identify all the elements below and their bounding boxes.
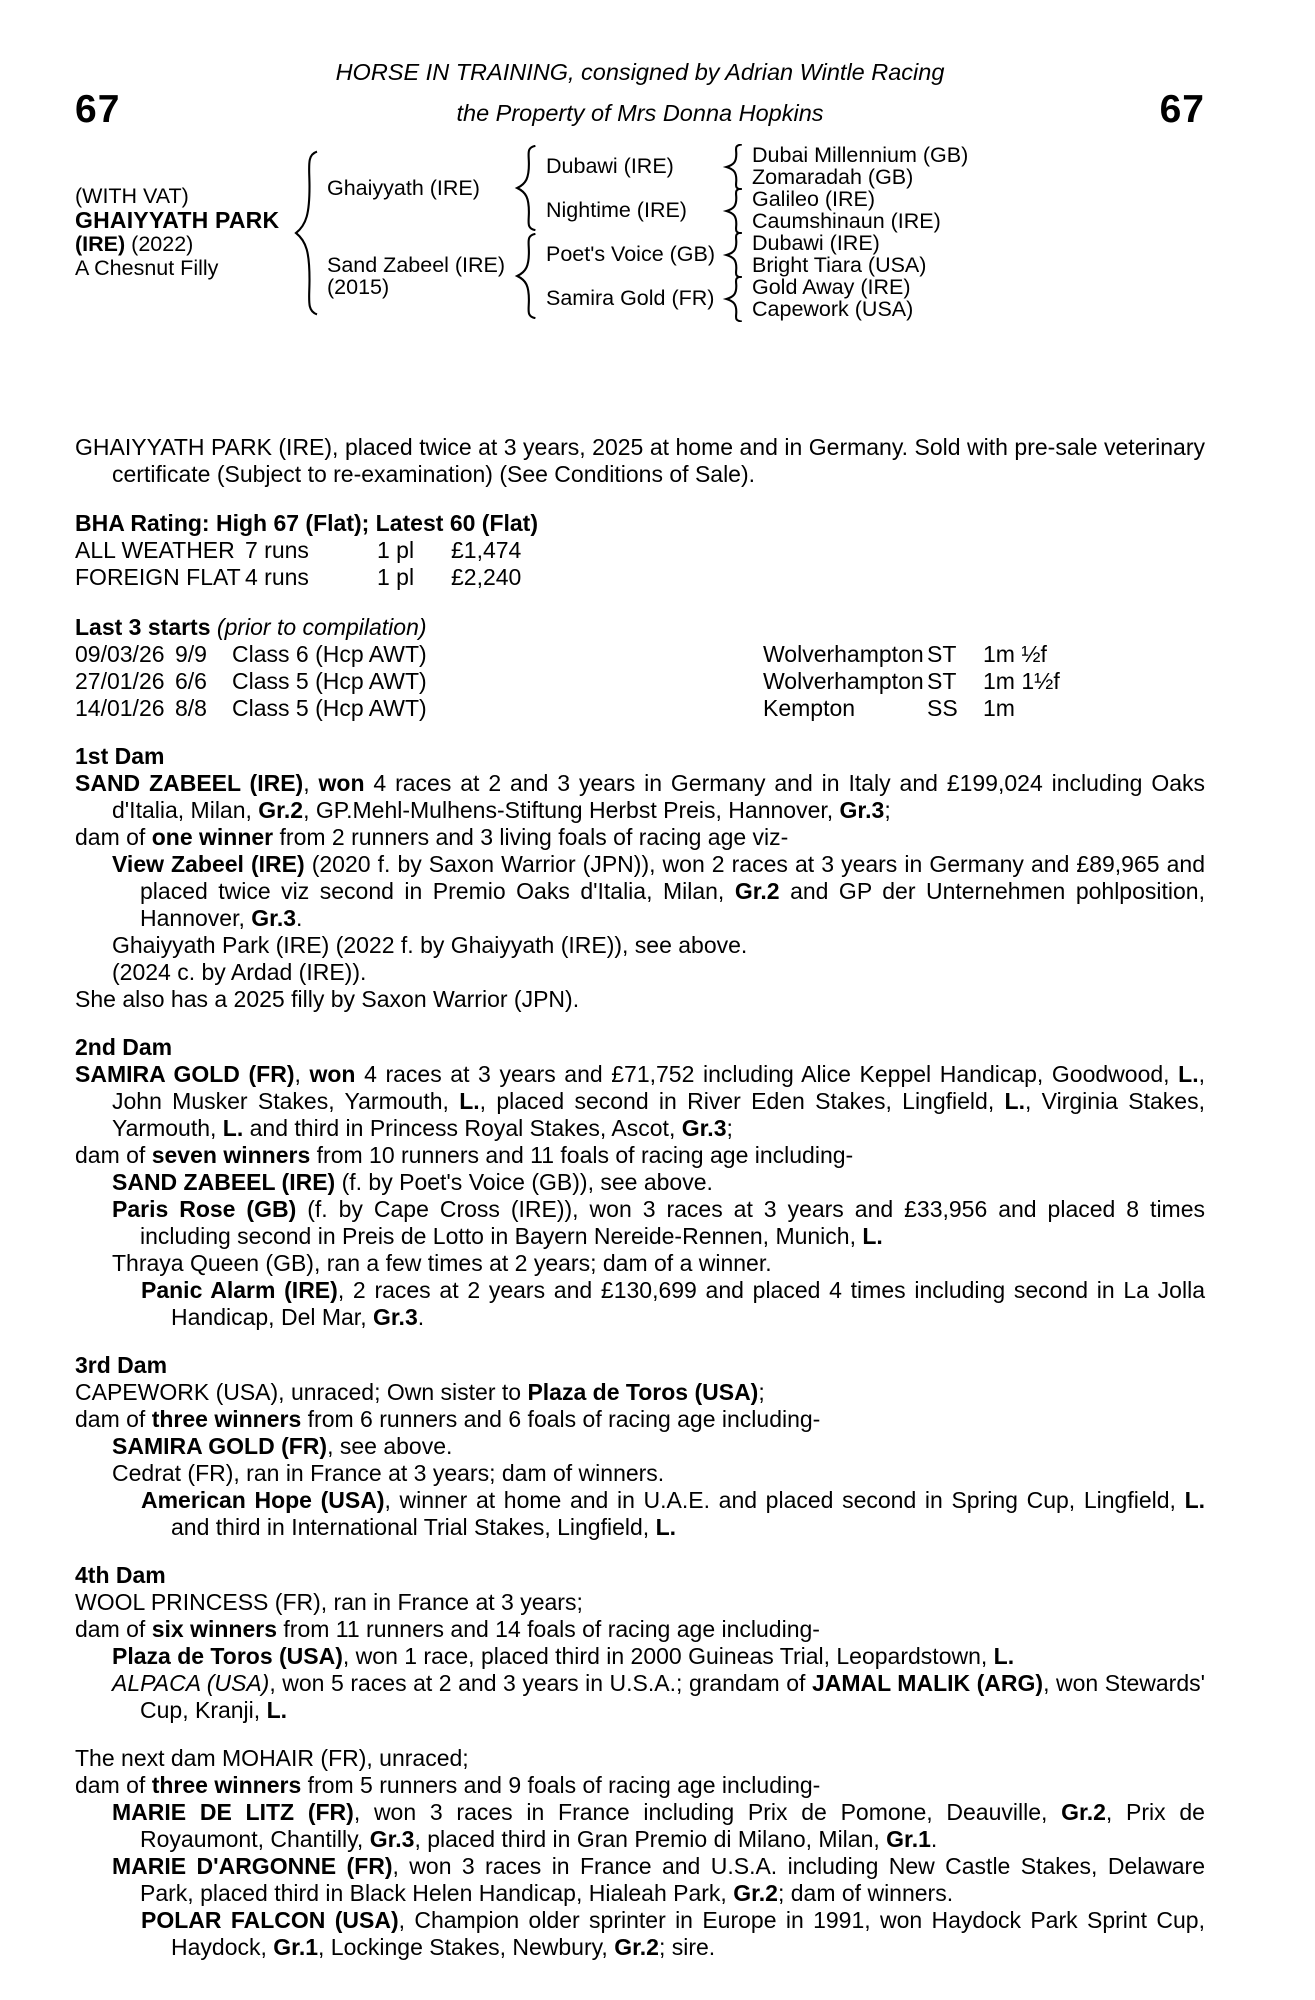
start-date: 27/01/26 bbox=[75, 668, 165, 694]
race-summary: GHAIYYATH PARK (IRE), placed twice at 3 years, 2025 at home and in Germany. Sold with pre-sale veterinary certificate (Subject to re-examination) (See Conditions of Sale). bbox=[75, 434, 1205, 487]
catalogue-paragraph: Cedrat (FR), ran in France at 3 years; dam of winners. bbox=[112, 1460, 665, 1486]
consignment-title: HORSE IN TRAINING, consigned by Adrian Wintle Racing bbox=[335, 59, 945, 85]
catalogue-paragraph: SAND ZABEEL (IRE) (f. by Poet's Voice (GB)), see above. bbox=[112, 1169, 713, 1195]
catalogue-paragraph: View Zabeel (IRE) (2020 f. by Saxon Warrior (JPN)), won 2 races at 3 years in Germany and £89,965 and placed twice viz second in Premio Oaks d'Italia, Milan, Gr.2 and GP der Unternehmen pohlposition, Hannover, Gr.3. bbox=[112, 851, 1205, 931]
pedigree-great-grandparent-name: Dubai Millennium (GB) bbox=[752, 143, 969, 167]
start-course: Wolverhampton bbox=[763, 641, 924, 667]
catalogue-paragraph: dam of six winners from 11 runners and 14 foals of racing age including- bbox=[75, 1616, 820, 1642]
start-going: ST bbox=[927, 668, 957, 694]
pedigree-brace-gg3 bbox=[722, 232, 744, 278]
start-row bbox=[75, 668, 1205, 695]
start-course: Wolverhampton bbox=[763, 668, 924, 694]
catalogue-paragraph: 2nd Dam bbox=[75, 1034, 173, 1060]
start-row bbox=[75, 695, 1205, 722]
horse-name: GHAIYYATH PARK bbox=[75, 207, 280, 233]
pedigree-sire: Ghaiyyath (IRE) bbox=[327, 176, 480, 200]
catalogue-paragraph: SAMIRA GOLD (FR), see above. bbox=[112, 1433, 453, 1459]
pedigree-great-grandparent-name: Galileo (IRE) bbox=[752, 187, 876, 211]
pedigree-grandparent-name: Samira Gold (FR) bbox=[546, 286, 715, 310]
bha-rating-table bbox=[75, 537, 1205, 591]
bha-rating-row bbox=[75, 564, 1205, 591]
bha-surface: ALL WEATHER bbox=[75, 537, 235, 563]
catalogue-paragraph: Panic Alarm (IRE), 2 races at 2 years and £130,699 and placed 4 times including second in La Jolla Handicap, Del Mar, Gr.3. bbox=[141, 1277, 1205, 1330]
header-row bbox=[75, 90, 1205, 130]
catalogue-page bbox=[75, 56, 1205, 1961]
lot-number-right: 67 bbox=[1159, 88, 1205, 131]
horse-description: A Chesnut Filly bbox=[75, 256, 219, 280]
bha-rating-heading: BHA Rating: High 67 (Flat); Latest 60 (Flat) bbox=[75, 510, 538, 536]
pedigree-brace-sire bbox=[512, 145, 538, 231]
start-going: SS bbox=[927, 695, 958, 721]
bha-runs: 4 runs bbox=[245, 564, 309, 590]
catalogue-paragraph: Paris Rose (GB) (f. by Cape Cross (IRE)), won 3 races at 3 years and £33,956 and placed 8 times including second in Preis de Lotto in Bayern Nereide-Rennen, Munich, L. bbox=[112, 1196, 1206, 1249]
start-course: Kempton bbox=[763, 695, 856, 721]
catalogue-paragraph: dam of one winner from 2 runners and 3 living foals of racing age viz- bbox=[75, 824, 789, 850]
pedigree-dam: Sand Zabeel (IRE) (2015) bbox=[327, 253, 506, 299]
pedigree-text-sections bbox=[75, 743, 1205, 1961]
lot-number-left: 67 bbox=[75, 88, 121, 131]
catalogue-paragraph: POLAR FALCON (USA), Champion older sprinter in Europe in 1991, won Haydock Park Sprint Cup, Haydock, Gr.1, Lockinge Stakes, Newbury, Gr.2; sire. bbox=[141, 1907, 1205, 1960]
catalogue-paragraph: Thraya Queen (GB), ran a few times at 2 years; dam of a winner. bbox=[112, 1250, 772, 1276]
start-distance: 1m 1½f bbox=[983, 668, 1060, 694]
catalogue-paragraph: SAMIRA GOLD (FR), won 4 races at 3 years and £71,752 including Alice Keppel Handicap, Goodwood, L., John Musker Stakes, Yarmouth, L., placed second in River Eden Stakes, Lingfield, L., Virginia Stakes, Yarmouth, L. and third in Princess Royal Stakes, Ascot, Gr.3; bbox=[75, 1061, 1205, 1141]
catalogue-paragraph: American Hope (USA), winner at home and in U.A.E. and placed second in Spring Cup, Lingfield, L. and third in International Trial Stakes, Lingfield, L. bbox=[141, 1487, 1206, 1540]
last-starts-heading: Last 3 starts (prior to compilation) bbox=[75, 614, 427, 640]
catalogue-paragraph: dam of seven winners from 10 runners and 11 foals of racing age including- bbox=[75, 1142, 854, 1168]
start-row bbox=[75, 641, 1205, 668]
catalogue-paragraph: 1st Dam bbox=[75, 743, 165, 769]
start-position: 6/6 bbox=[175, 668, 207, 694]
catalogue-paragraph: (2024 c. by Ardad (IRE)). bbox=[112, 959, 367, 985]
pedigree-grandparent-name: Poet's Voice (GB) bbox=[546, 242, 716, 266]
pedigree-table bbox=[75, 144, 1205, 322]
pedigree-great-grandparent-name: Capework (USA) bbox=[752, 297, 914, 321]
bha-rating-section bbox=[75, 510, 1205, 591]
start-date: 14/01/26 bbox=[75, 695, 165, 721]
catalogue-paragraph: WOOL PRINCESS (FR), ran in France at 3 years; bbox=[75, 1589, 583, 1615]
start-going: ST bbox=[927, 641, 957, 667]
start-class: Class 5 (Hcp AWT) bbox=[232, 695, 427, 721]
pedigree-brace-gg1 bbox=[722, 144, 744, 190]
pedigree-great-grandparent-name: Bright Tiara (USA) bbox=[752, 253, 927, 277]
catalogue-paragraph: dam of three winners from 5 runners and 9 foals of racing age including- bbox=[75, 1772, 821, 1798]
catalogue-paragraph: 4th Dam bbox=[75, 1562, 166, 1588]
bha-places: 1 pl bbox=[377, 564, 415, 590]
last-starts-table bbox=[75, 641, 1205, 722]
horse-suffix-year: (IRE) (2022) bbox=[75, 232, 194, 256]
catalogue-paragraph: MARIE DE LITZ (FR), won 3 races in France including Prix de Pomone, Deauville, Gr.2, Prix de Royaumont, Chantilly, Gr.3, placed third in Gran Premio di Milano, Milan, Gr.1. bbox=[112, 1799, 1205, 1852]
pedigree-brace-dam bbox=[512, 233, 538, 319]
catalogue-paragraph: The next dam MOHAIR (FR), unraced; bbox=[75, 1745, 469, 1771]
bha-earnings: £2,240 bbox=[451, 564, 522, 590]
catalogue-paragraph: She also has a 2025 filly by Saxon Warrior (JPN). bbox=[75, 986, 580, 1012]
start-distance: 1m ½f bbox=[983, 641, 1047, 667]
property-line: the Property of Mrs Donna Hopkins bbox=[456, 100, 824, 126]
pedigree-brace-gen1 bbox=[290, 150, 320, 316]
catalogue-paragraph: SAND ZABEEL (IRE), won 4 races at 2 and 3 years in Germany and in Italy and £199,024 including Oaks d'Italia, Milan, Gr.2, GP.Mehl-Mulhens-Stiftung Herbst Preis, Hannover, Gr.3; bbox=[75, 770, 1206, 823]
pedigree-great-grandparent-name: Gold Away (IRE) bbox=[752, 275, 911, 299]
pedigree-grandparent-name: Dubawi (IRE) bbox=[546, 154, 674, 178]
pedigree-great-grandparent-name: Zomaradah (GB) bbox=[752, 165, 914, 189]
pedigree-great-grandparent-name: Caumshinaun (IRE) bbox=[752, 209, 941, 233]
bha-surface: FOREIGN FLAT bbox=[75, 564, 241, 590]
last-starts-section bbox=[75, 614, 1205, 722]
catalogue-paragraph: MARIE D'ARGONNE (FR), won 3 races in France and U.S.A. including New Castle Stakes, Delaware Park, placed third in Black Helen Handicap, Hialeah Park, Gr.2; dam of winners. bbox=[112, 1853, 1205, 1906]
pedigree-great-grandparent-name: Dubawi (IRE) bbox=[752, 231, 880, 255]
start-position: 8/8 bbox=[175, 695, 207, 721]
catalogue-paragraph: dam of three winners from 6 runners and 6 foals of racing age including- bbox=[75, 1406, 821, 1432]
catalogue-paragraph: CAPEWORK (USA), unraced; Own sister to Plaza de Toros (USA); bbox=[75, 1379, 765, 1405]
vat-note: (WITH VAT) bbox=[75, 184, 189, 208]
catalogue-paragraph: ALPACA (USA), won 5 races at 2 and 3 years in U.S.A.; grandam of JAMAL MALIK (ARG), won Stewards' Cup, Kranji, L. bbox=[112, 1670, 1206, 1723]
catalogue-paragraph: Ghaiyyath Park (IRE) (2022 f. by Ghaiyyath (IRE)), see above. bbox=[112, 932, 748, 958]
pedigree-brace-gg4 bbox=[722, 276, 744, 322]
bha-rating-row bbox=[75, 537, 1205, 564]
bha-places: 1 pl bbox=[377, 537, 415, 563]
start-class: Class 5 (Hcp AWT) bbox=[232, 668, 427, 694]
start-position: 9/9 bbox=[175, 641, 207, 667]
pedigree-grandparent-name: Nightime (IRE) bbox=[546, 198, 687, 222]
bha-earnings: £1,474 bbox=[451, 537, 522, 563]
start-date: 09/03/26 bbox=[75, 641, 165, 667]
start-distance: 1m bbox=[983, 695, 1015, 721]
catalogue-paragraph: 3rd Dam bbox=[75, 1352, 168, 1378]
pedigree-brace-gg2 bbox=[722, 188, 744, 234]
start-class: Class 6 (Hcp AWT) bbox=[232, 641, 427, 667]
horse-info bbox=[75, 184, 290, 280]
catalogue-paragraph: Plaza de Toros (USA), won 1 race, placed third in 2000 Guineas Trial, Leopardstown, L. bbox=[112, 1643, 1015, 1669]
bha-runs: 7 runs bbox=[245, 537, 309, 563]
